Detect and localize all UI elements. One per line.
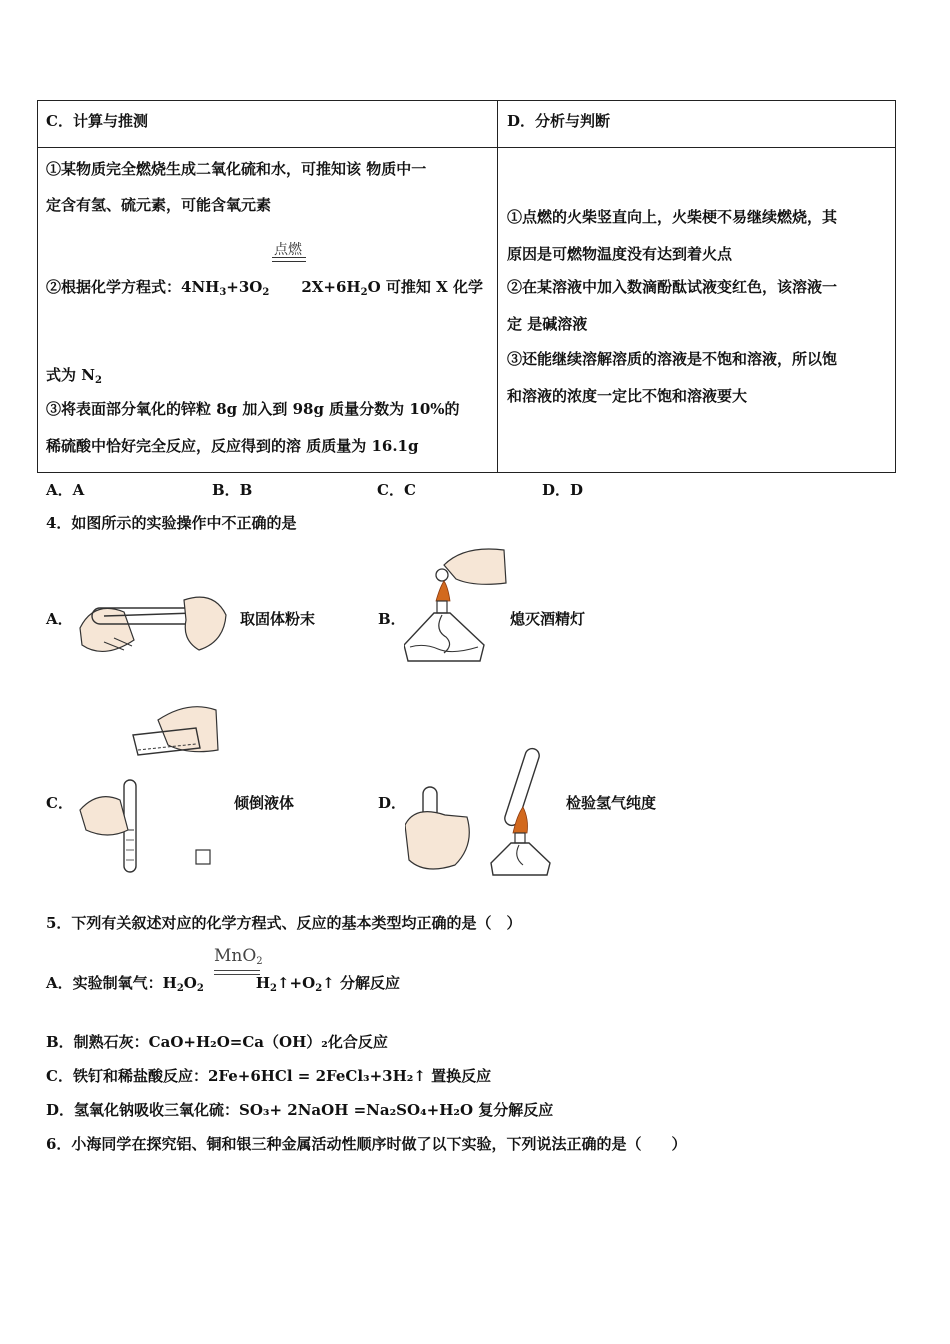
q4-letter-b[interactable]: B． [378, 610, 406, 628]
q4-caption-d: 检验氢气纯度 [566, 794, 657, 812]
d-line-2: 原因是可燃物温度没有达到着火点 [507, 245, 733, 263]
d-line-4: 定 是碱溶液 [507, 315, 588, 333]
header-d: D．分析与判断 [507, 112, 611, 130]
q4-caption-c: 倾倒液体 [234, 794, 295, 812]
reaction-condition: 点燃 [274, 242, 302, 258]
table-header-rule [38, 147, 895, 148]
c-line-2: 定含有氢、硫元素，可能含氧元素 [46, 196, 272, 214]
d-line-1: ①点燃的火柴竖直向上，火柴梗不易继续燃烧，其 [507, 208, 838, 226]
q5-catalyst: MnO$_2$ [214, 946, 263, 967]
q5-option-b[interactable]: B．制熟石灰：CaO+H₂O=Ca（OH）₂化合反应 [46, 1033, 388, 1051]
q4-letter-a[interactable]: A． [46, 610, 73, 628]
c-line-6: 稀硫酸中恰好完全反应，反应得到的溶 质质量为 16.1g [46, 437, 419, 455]
option-b[interactable]: B．B [212, 481, 253, 499]
comparison-table [37, 100, 896, 473]
option-c[interactable]: C．C [377, 481, 416, 499]
q5-eq-line-top [214, 970, 260, 971]
option-a[interactable]: A．A [46, 481, 85, 499]
alcohol-lamp-cap-figure [404, 545, 509, 667]
powder-test-tube-figure [74, 570, 234, 660]
q5-option-d[interactable]: D．氢氧化钠吸收三氧化硫：SO₃+ 2NaOH =Na₂SO₄+H₂O 复分解反应 [46, 1101, 554, 1119]
q4-stem: 4．如图所示的实验操作中不正确的是 [46, 514, 297, 532]
d-line-3: ②在某溶液中加入数滴酚酞试液变红色，该溶液一 [507, 278, 838, 296]
q5-option-c[interactable]: C．铁钉和稀盐酸反应：2Fe+6HCl = 2FeCl₃+3H₂↑ 置换反应 [46, 1067, 492, 1085]
option-d[interactable]: D．D [542, 481, 584, 499]
q4-caption-b: 熄灭酒精灯 [510, 610, 586, 628]
header-c: C．计算与推测 [46, 112, 148, 130]
table-divider [497, 101, 498, 472]
equals-line-bottom [272, 261, 306, 262]
c-line-3: ②根据化学方程式：$4NH_3+3O_2$ $2X+6H_2O$ 可推知 X 化学 [46, 278, 483, 298]
q5-option-a[interactable]: A．实验制氧气：$H_2O_2$ $H_2↑+O_2↑$ 分解反应 [46, 974, 400, 994]
hydrogen-purity-test-figure [405, 745, 560, 880]
q6-stem: 6．小海同学在探究铝、铜和银三种金属活动性顺序时做了以下实验，下列说法正确的是（ ） [46, 1135, 687, 1153]
q4-caption-a: 取固体粉末 [240, 610, 316, 628]
pour-liquid-figure [78, 700, 223, 880]
d-line-6: 和溶液的浓度一定比不饱和溶液要大 [507, 387, 748, 405]
c-line-5: ③将表面部分氧化的锌粒 8g 加入到 98g 质量分数为 10%的 [46, 400, 460, 418]
equals-line-top [272, 257, 306, 258]
c-line-4: 式为 $N_2$ [46, 366, 102, 386]
d-line-5: ③还能继续溶解溶质的溶液是不饱和溶液，所以饱 [507, 350, 838, 368]
q5-stem: 5．下列有关叙述对应的化学方程式、反应的基本类型均正确的是（ ） [46, 914, 522, 932]
q4-letter-d[interactable]: D． [378, 794, 407, 812]
c-line-1: ①某物质完全燃烧生成二氧化硫和水，可推知该 物质中一 [46, 160, 427, 178]
q4-letter-c[interactable]: C． [46, 794, 73, 812]
